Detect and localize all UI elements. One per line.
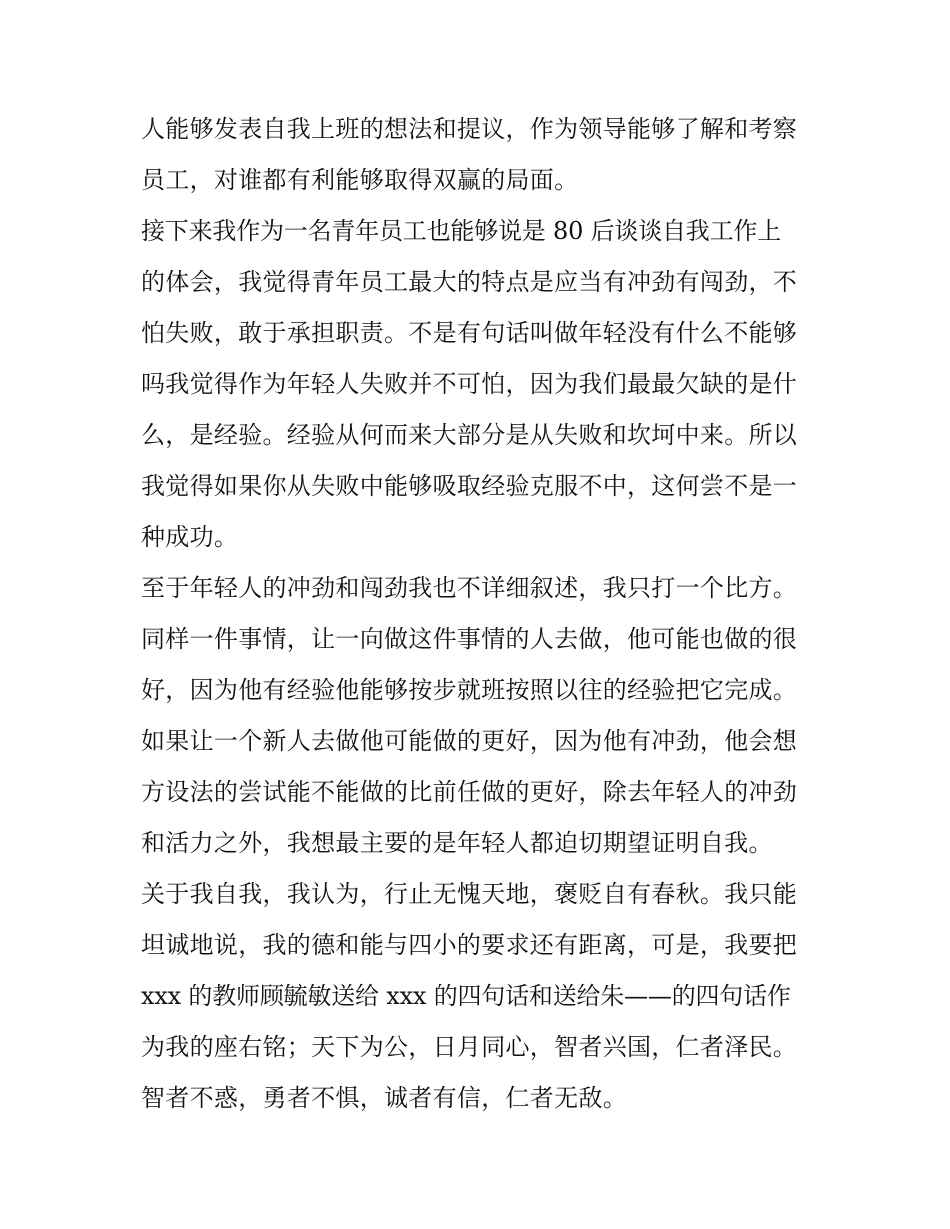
text-line: 我觉得如果你从失败中能够吸取经验克服不中，这何尝不是一 [141, 472, 798, 500]
text-line: 方设法的尝试能不能做的比前任做的更好，除去年轻人的冲劲 [141, 778, 798, 806]
text-line: 么，是经验。经验从何而来大部分是从失败和坎坷中来。所以 [141, 421, 798, 449]
text-line: 至于年轻人的冲劲和闯劲我也不详细叙述，我只打一个比方。 [141, 574, 798, 602]
text-line: 的体会，我觉得青年员工最大的特点是应当有冲劲有闯劲，不 [141, 268, 798, 296]
text-line: 吗我觉得作为年轻人失败并不可怕，因为我们最最欠缺的是什 [141, 370, 798, 398]
text-line: 怕失败，敢于承担职责。不是有句话叫做年轻没有什么不能够 [141, 319, 798, 347]
text-line: 人能够发表自我上班的想法和提议，作为领导能够了解和考察 [141, 115, 798, 143]
text-line: 接下来我作为一名青年员工也能够说是 80 后谈谈自我工作上 [141, 217, 781, 245]
text-line: 和活力之外，我想最主要的是年轻人都迫切期望证明自我。 [141, 829, 773, 857]
text-line: 员工，对谁都有利能够取得双赢的局面。 [141, 166, 579, 194]
text-line: 关于我自我，我认为，行止无愧天地，褒贬自有春秋。我只能 [141, 880, 798, 908]
text-line: 智者不惑，勇者不惧，诚者有信，仁者无敌。 [141, 1084, 627, 1112]
text-line: 同样一件事情，让一向做这件事情的人去做，他可能也做的很 [141, 625, 798, 653]
text-line: 坦诚地说，我的德和能与四小的要求还有距离，可是，我要把 [141, 931, 798, 959]
text-line: xxx 的教师顾毓敏送给 xxx 的四句话和送给朱——的四句话作 [141, 982, 791, 1010]
text-line: 好，因为他有经验他能够按步就班按照以往的经验把它完成。 [141, 676, 798, 704]
text-line: 如果让一个新人去做他可能做的更好，因为他有冲劲，他会想 [141, 727, 798, 755]
text-line: 为我的座右铭；天下为公，日月同心，智者兴国，仁者泽民。 [141, 1033, 798, 1061]
document-body [141, 104, 816, 1124]
text-line: 种成功。 [141, 523, 239, 551]
